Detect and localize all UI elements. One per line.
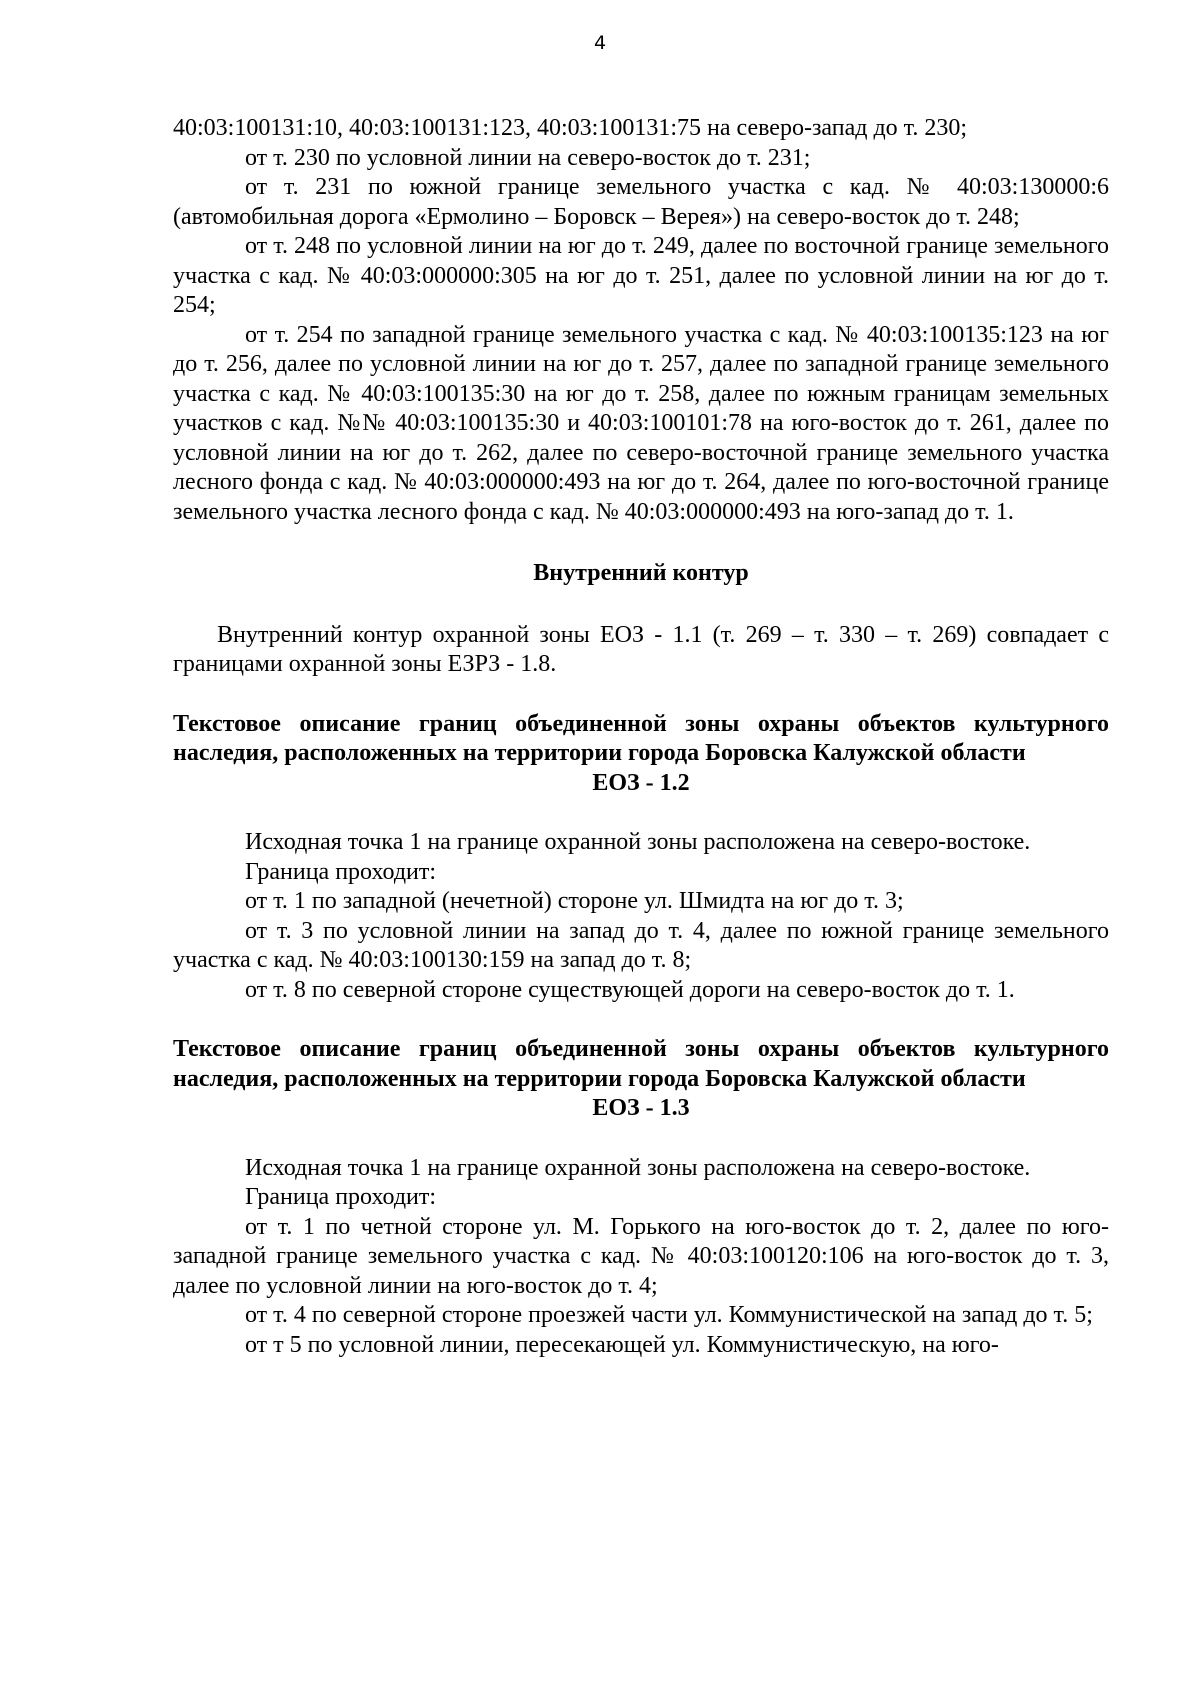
paragraph: от т. 254 по западной границе земельного участка с кад. № 40:03:100135:123 на юг до т. 256, далее по условной линии на юг до т. 257, далее по западной границе земельного участка с кад. № 40:03:100135:30 на юг до т. 258, далее по южным границам земельных участков с кад. №№ 40:03:100135:30 и 40:03:100101:78 на юго-восток до т. 261, далее по условной линии на юг до т. 262, далее по северо-восточной границе земельного участка лесного фонда с кад. № 40:03:000000:493 на юг до т. 264, далее по юго-восточной границе земельного участка лесного фонда с кад. № 40:03:000000:493 на юго-запад до т. 1.	[173, 321, 1109, 525]
section-heading: Текстовое описание границ объединенной зоны охраны объектов культурного наследия, расположенных на территории города Боровска Калужской области	[173, 710, 1109, 766]
spacer	[173, 527, 1109, 559]
paragraph: от т 5 по условной линии, пересекающей ул. Коммунистическую, на юго-	[245, 1331, 999, 1358]
paragraph: Исходная точка 1 на границе охранной зоны расположена на северо-востоке.	[245, 1154, 1031, 1181]
paragraph: от т. 1 по западной (нечетной) стороне ул. Шмидта на юг до т. 3;	[245, 888, 904, 914]
paragraph: от т. 248 по условной линии на юг до т. 249, далее по восточной границе земельного участка с кад. № 40:03:000000:305 на юг до т. 251, далее по условной линии на юг до т. 254;	[173, 233, 1109, 318]
paragraph: 40:03:100131:10, 40:03:100131:123, 40:03:100131:75 на северо-запад до т. 230;	[173, 115, 968, 141]
zone-code: ЕОЗ - 1.2	[592, 769, 690, 796]
inner-contour-text: Внутренний контур охранной зоны ЕОЗ - 1.1 (т. 269 – т. 330 – т. 269) совпадает с границами охранной зоны ЕЗРЗ - 1.8.	[173, 621, 1109, 677]
paragraph: от т. 8 по северной стороне существующей дороги на северо-восток до т. 1.	[245, 976, 1015, 1003]
page-number: 4	[593, 32, 607, 54]
paragraph: Граница проходит:	[245, 858, 437, 885]
paragraph: от т. 231 по южной границе земельного участка с кад. № 40:03:130000:6 (автомобильная дорога «Ермолино – Боровск – Верея») на северо-восток до т. 248;	[173, 174, 1109, 230]
paragraph: от т. 1 по четной стороне ул. М. Горького на юго-восток до т. 2, далее по юго-западной границе земельного участка с кад. № 40:03:100120:106 на юго-восток до т. 3, далее по условной линии на юго-восток до т. 4;	[173, 1213, 1109, 1299]
paragraph: Исходная точка 1 на границе охранной зоны расположена на северо-востоке.	[245, 829, 1031, 855]
zone-code: ЕОЗ - 1.3	[592, 1095, 690, 1121]
spacer	[173, 1124, 1109, 1154]
spacer	[173, 680, 1109, 710]
inner-contour-heading: Внутренний контур	[533, 560, 749, 586]
document-body	[173, 114, 1109, 1360]
paragraph: от т. 4 по северной стороне проезжей части ул. Коммунистической на запад до т. 5;	[245, 1302, 1093, 1328]
spacer	[173, 1005, 1109, 1035]
paragraph: от т. 230 по условной линии на северо-восток до т. 231;	[245, 144, 811, 171]
spacer	[173, 589, 1109, 621]
paragraph: Граница проходит:	[245, 1184, 437, 1210]
section-heading: Текстовое описание границ объединенной зоны охраны объектов культурного наследия, расположенных на территории города Боровска Калужской области	[173, 1036, 1109, 1092]
paragraph: от т. 3 по условной линии на запад до т. 4, далее по южной границе земельного участка с кад. № 40:03:100130:159 на запад до т. 8;	[173, 917, 1109, 973]
spacer	[173, 798, 1109, 828]
